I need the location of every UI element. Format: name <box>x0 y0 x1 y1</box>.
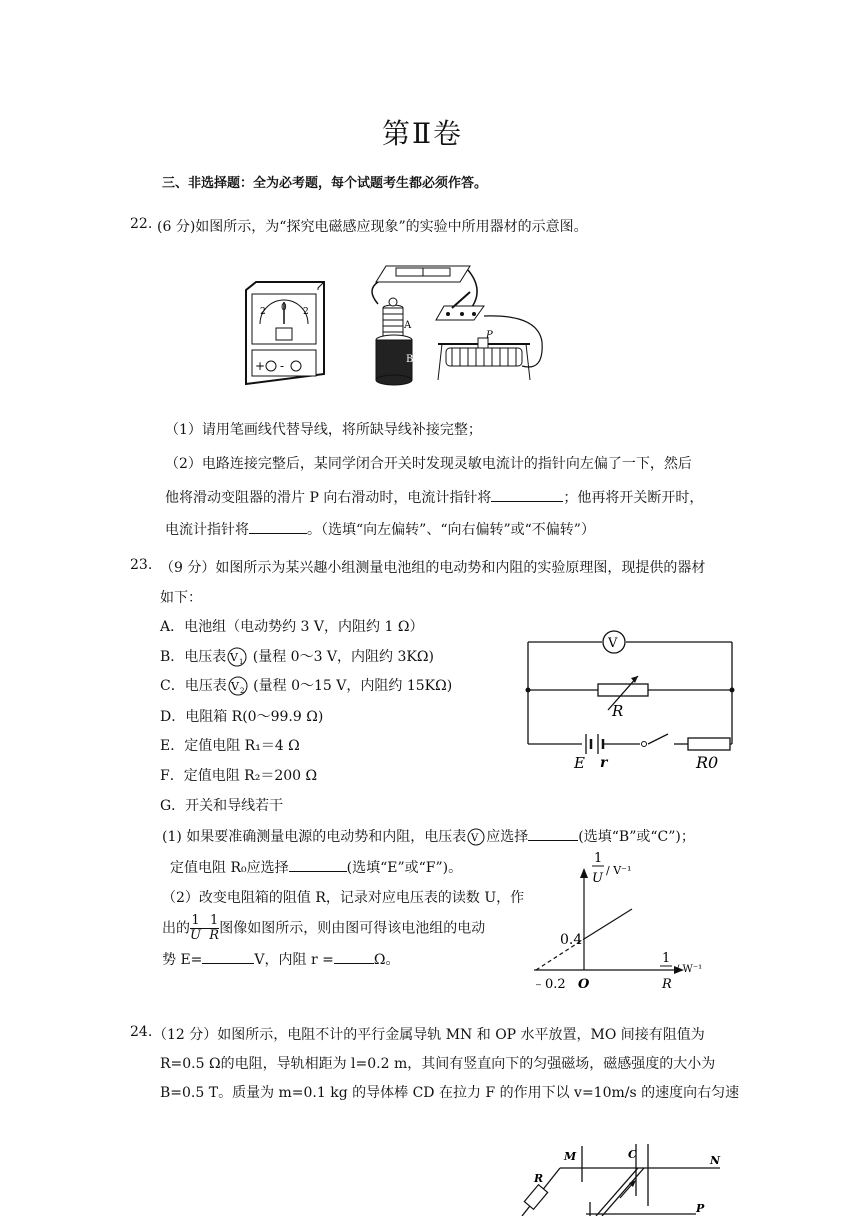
slider-p-label: P <box>486 330 493 341</box>
svg-text:1: 1 <box>239 658 244 666</box>
y-intercept-label: 0.4 <box>560 932 583 948</box>
circuit-e-label: E <box>574 754 585 772</box>
q23-part1-text-a: (1) 如果要准确测量电源的电动势和内阻，电压表 <box>162 829 467 845</box>
x-intercept-label: ﹣0.2 <box>532 977 566 992</box>
q23-number: 23. <box>130 557 153 573</box>
coil-a-icon <box>383 298 403 338</box>
q23-blank-2[interactable] <box>289 857 347 872</box>
page-title: 第Ⅱ卷 <box>382 117 464 150</box>
rheostat-icon <box>438 338 530 380</box>
x-axis-one: 1 <box>662 951 671 966</box>
q23-option-b-post: (量程 0～3 V，内阻约 3KΩ) <box>248 649 434 665</box>
q23-option-d: D．电阻箱 R(0～99.9 Ω) <box>160 709 324 725</box>
q23-option-e: E．定值电阻 R₁＝4 Ω <box>160 738 300 754</box>
conductor-rod-cd-icon <box>596 1168 644 1216</box>
battery-icon <box>376 266 470 282</box>
q22-part2-text-b: ；他再将开关断开时， <box>563 490 704 506</box>
svg-text:V: V <box>471 833 479 844</box>
circuit-r-label: R <box>612 702 624 720</box>
q24-number: 24. <box>130 1024 153 1040</box>
q23-part2-text-c: 势 E= <box>162 952 203 968</box>
q23-option-c <box>160 675 452 696</box>
y-axis-one: 1 <box>594 851 603 866</box>
q22-blank-1[interactable] <box>491 487 563 502</box>
q23-part1-text-b: 应选择 <box>486 829 529 845</box>
rail-m-label: M <box>564 1150 577 1163</box>
q22-part2-text-c: 电流计指针将 <box>165 522 249 538</box>
q23-part2-text-e: Ω。 <box>373 952 400 968</box>
q23-option-c-post: (量程 0～15 V，内阻约 15KΩ) <box>248 678 453 694</box>
q23-part1-line1 <box>162 826 695 846</box>
resistor-r-label: R <box>534 1172 544 1185</box>
q22-intro: (6 分)如图所示，为“探究电磁感应现象”的实验中所用器材的示意图。 <box>157 219 588 235</box>
coil-a-label: A <box>404 320 412 331</box>
q23-option-b <box>160 646 434 667</box>
minus-terminal-label: - <box>280 359 285 373</box>
svg-text:V: V <box>230 680 239 693</box>
voltmeter-circle-icon <box>466 828 486 846</box>
q22-number: 22. <box>130 216 153 232</box>
q23-intro-line2: 如下： <box>160 590 202 606</box>
q22-part2-line3 <box>165 519 595 539</box>
q24-rail-diagram <box>520 1136 740 1216</box>
q23-option-a: A．电池组（电动势约 3 V，内阻约 1 Ω） <box>160 619 424 635</box>
q22-apparatus-figure <box>238 254 558 390</box>
scale-right-label: 2 <box>303 307 309 317</box>
q22-blank-2[interactable] <box>249 519 307 534</box>
rail-n-label: N <box>710 1154 721 1167</box>
q23-option-f: F．定值电阻 R₂＝200 Ω <box>160 768 318 784</box>
q23-intro-line1: （9 分）如图所示为某兴趣小组测量电池组的电动势和内阻的实验原理图，现提供的器材 <box>160 560 706 576</box>
q23-part1-line2 <box>170 857 462 877</box>
scale-mid-label: 0 <box>281 303 287 313</box>
battery-symbol-icon <box>586 734 603 754</box>
q23-blank-3[interactable] <box>202 949 254 964</box>
q23-part2-text-b: 图像如图所示，则由图可得该电池组的电动 <box>219 920 486 937</box>
x-axis-unit: / W⁻¹ <box>676 964 703 975</box>
q23-part1-text-e: (选填“E”或“F”)。 <box>346 860 463 876</box>
switch-contact-icon <box>642 742 647 747</box>
section-heading: 三、非选择题：全为必考题，每个试题考生都必须作答。 <box>162 176 488 191</box>
coil-b-label: B <box>406 354 414 365</box>
q24-line1: （12 分）如图所示，电阻不计的平行金属导轨 MN 和 OP 水平放置，MO 间接有阻值为 <box>153 1027 705 1043</box>
q23-part2-line2 <box>162 914 485 943</box>
y-axis-arrow-icon <box>580 868 588 878</box>
rail-p-label: P <box>696 1202 705 1215</box>
q23-option-g: G．开关和导线若干 <box>160 798 284 814</box>
x-axis-r: R <box>662 977 672 992</box>
circuit-ri-label: r <box>600 755 608 771</box>
voltmeter-v2-icon <box>227 676 249 696</box>
circuit-r0-label: R0 <box>696 753 719 772</box>
q22-part2-text-a: 他将滑动变阻器的滑片 P 向右滑动时，电流计指针将 <box>165 490 492 506</box>
scale-left-label: 2 <box>260 307 266 317</box>
junction-left-icon <box>526 688 531 693</box>
svg-text:V: V <box>230 651 239 664</box>
fraction-1-over-r: $\frac{1}{R}$ <box>209 913 219 943</box>
voltmeter-v1-icon <box>226 647 248 667</box>
y-axis-unit: / V⁻¹ <box>606 864 632 877</box>
q23-option-c-pre: C．电压表 <box>160 678 227 694</box>
q23-blank-1[interactable] <box>528 826 578 841</box>
junction-right-icon <box>730 688 735 693</box>
q23-graph <box>528 846 718 996</box>
plus-terminal-label: + <box>255 359 266 373</box>
q24-line3: B=0.5 T。质量为 m=0.1 kg 的导体棒 CD 在拉力 F 的作用下以 v=10m/s 的速度向右匀速 <box>160 1085 740 1101</box>
fraction-1-over-u: $\frac{1}{U}$ <box>190 913 201 943</box>
q22-part1: （1）请用笔画线代替导线，将所缺导线补接完整； <box>165 422 482 438</box>
y-axis-u: U <box>592 871 603 886</box>
q23-option-b-pre: B．电压表 <box>160 649 227 665</box>
q23-part1-text-d: 定值电阻 R₀应选择 <box>170 860 289 876</box>
svg-text:2: 2 <box>239 687 245 695</box>
q23-part2-line1: （2）改变电阻箱的阻值 R，记录对应电压表的读数 U，作 <box>162 890 525 906</box>
q23-part2-text-d: V，内阻 r = <box>254 952 334 968</box>
q22-part2-line2 <box>165 487 703 507</box>
q23-circuit-diagram <box>520 626 750 776</box>
q23-part1-text-c: (选填“B”或“C”)； <box>578 829 695 845</box>
q23-blank-4[interactable] <box>334 949 374 964</box>
q23-part2-line3 <box>162 949 399 969</box>
q23-part2-text-a: 出的 <box>162 920 190 937</box>
q22-part2-text-d: 。（选填“向左偏转”、“向右偏转”或“不偏转”） <box>307 522 595 538</box>
q24-line2: R=0.5 Ω的电阻，导轨相距为 l=0.2 m，其间有竖直向下的匀强磁场，磁感强度的大小为 <box>160 1056 716 1072</box>
q22-part2-line1: （2）电路连接完整后，某同学闭合开关时发现灵敏电流计的指针向左偏了一下，然后 <box>165 456 692 472</box>
rod-c-label: C <box>628 1148 637 1161</box>
circuit-v-label: V <box>608 636 618 651</box>
origin-label: O <box>578 977 590 992</box>
